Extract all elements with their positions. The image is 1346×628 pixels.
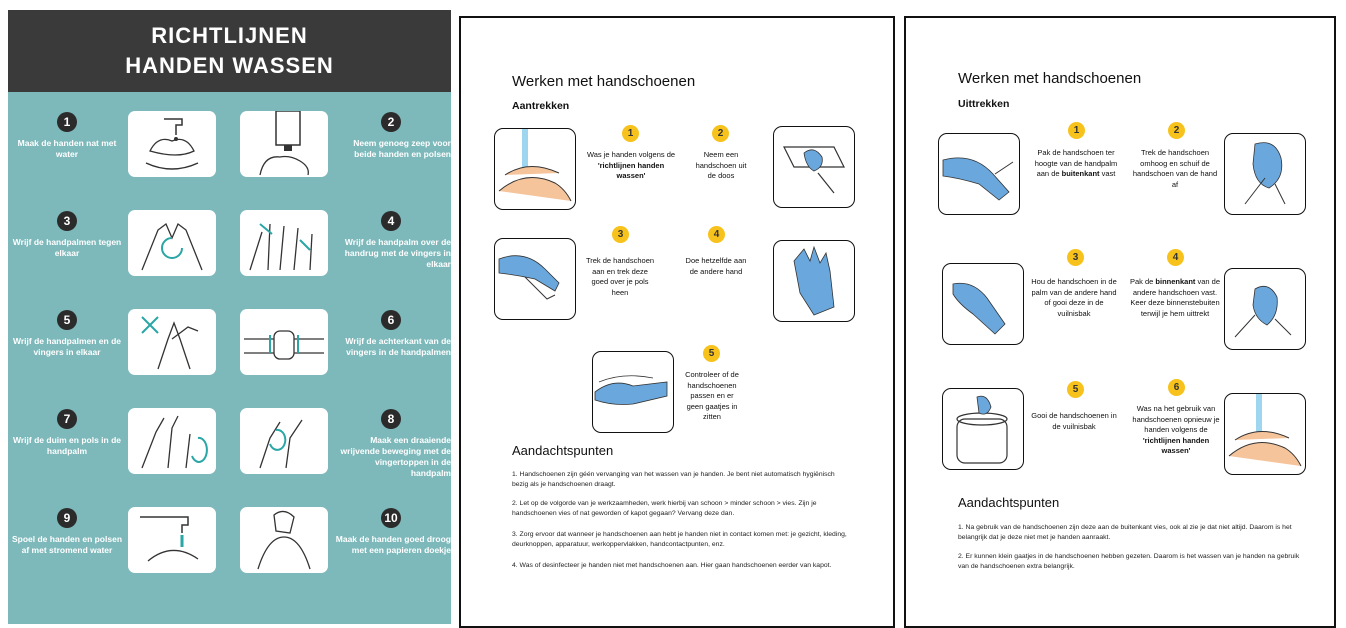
- attention-point: 2. Let op de volgorde van je werkzaamheden, werk hierbij van schoon > minder schoon > vies. Zijn je handschoenen vies of nat geworden of kapot gegaan? Vervang deze dan.: [512, 500, 817, 517]
- rinse-tap-icon: [128, 507, 216, 573]
- step-number-badge: 6: [381, 310, 401, 330]
- attention-point: 4. Was of desinfecteer je handen niet met handschoenen aan. Hier gaan handschoenen eerder van kapot.: [512, 562, 832, 569]
- gloved-hands-icon: [592, 351, 674, 433]
- step-caption: Wrijf de achterkant van de vingers in de handpalmen: [345, 336, 451, 357]
- attention-point: 3. Zorg ervoor dat wanneer je handschoenen aan hebt je handen niet in contact komen met: je gezicht, kleding, deurknoppen, apparatuur, werkoppervlakken, handcontactpunten, enz.: [512, 531, 847, 548]
- step-number-badge: 8: [381, 409, 401, 429]
- step-number-badge: 3: [1067, 249, 1084, 266]
- handwashing-poster: [8, 10, 451, 624]
- attention-heading: Aandachtspunten: [512, 443, 614, 458]
- step-text: Hou de handschoen in de palm van de andere hand of gooi deze in de vuilnisbak: [1031, 277, 1117, 318]
- fingertip-rub-icon: [240, 408, 328, 474]
- hands-under-tap-icon: [128, 111, 216, 177]
- step-text: Pak de binnenkant van de andere handschoen vast. Keer deze binnenstebuiten terwijl je hem uittrekt: [1129, 277, 1221, 318]
- step-number-badge: 5: [703, 345, 720, 362]
- blue-glove-icon: [938, 133, 1020, 215]
- step-caption: Wrijf de duim en pols in de handpalm: [13, 435, 121, 456]
- attention-point: 1. Na gebruik van de handschoenen zijn deze aan de buitenkant vies, ook al zie je dat niet altijd. Daarom is het belangrijk dat je deze niet met je handen aanraakt.: [958, 524, 1292, 541]
- attention-point: 1. Handschoenen zijn géén vervanging van het wassen van je handen. Je bent niet automatisch hygiënisch bezig als je handschoenen draagt.: [512, 471, 835, 488]
- finger-backs-icon: [240, 309, 328, 375]
- step-number-badge: 3: [57, 211, 77, 231]
- step-number-badge: 2: [1168, 122, 1185, 139]
- step-text: Trek de handschoen omhoog en schuif de handschoen van de hand af: [1132, 148, 1218, 189]
- rubbing-backs-icon: [240, 210, 328, 276]
- step-number-badge: 7: [57, 409, 77, 429]
- washing-hands-icon: [1224, 393, 1306, 475]
- step-number-badge: 1: [57, 112, 77, 132]
- step-text: Pak de handschoen ter hoogte van de handpalm aan de buitenkant vast: [1034, 148, 1118, 178]
- step-number-badge: 5: [1067, 381, 1084, 398]
- step-number-badge: 2: [712, 125, 729, 142]
- blue-glove-icon: [942, 263, 1024, 345]
- sheet-subtitle: Aantrekken: [512, 100, 570, 112]
- rubbing-palms-icon: [128, 210, 216, 276]
- poster-title-line1: RICHTLIJNEN: [151, 23, 308, 48]
- attention-point: 2. Er kunnen klein gaatjes in de handschoenen hebben gezeten. Daarom is het wassen van je handen na gebruik van de handschoenen extra belangrijk.: [958, 553, 1300, 570]
- step-number-badge: 4: [1167, 249, 1184, 266]
- glove-donning-sheet: [459, 16, 895, 628]
- step-text: Trek de handschoen aan en trek deze goed over je pols heen: [585, 256, 655, 297]
- step-number-badge: 4: [708, 226, 725, 243]
- step-number-badge: 1: [622, 125, 639, 142]
- step-number-badge: 10: [381, 508, 401, 528]
- washing-hands-icon: [494, 128, 576, 210]
- step-text: Neem een handschoen uit de doos: [695, 150, 747, 180]
- poster-title-line2: HANDEN WASSEN: [125, 53, 334, 78]
- step-caption: Maak de handen nat met water: [17, 138, 117, 159]
- sheet-title: Werken met handschoenen: [958, 70, 1142, 87]
- step-text: Controleer of de handschoenen passen en er geen gaatjes in zitten: [685, 370, 739, 421]
- step-text: Was na het gebruik van handschoenen opnieuw je handen volgens de 'richtlijnen handen wassen': [1132, 404, 1220, 455]
- step-caption: Wrijf de handpalmen en de vingers in elkaar: [13, 336, 121, 357]
- step-number-badge: 3: [612, 226, 629, 243]
- step-text: Was je handen volgens de 'richtlijnen handen wassen': [586, 150, 676, 180]
- step-number-badge: 6: [1168, 379, 1185, 396]
- paper-towel-icon: [240, 507, 328, 573]
- attention-heading: Aandachtspunten: [958, 495, 1060, 510]
- step-caption: Maak een draaiende wrijvende beweging met de vingertoppen in de handpalm: [340, 435, 451, 478]
- blue-glove-icon: [773, 240, 855, 322]
- step-caption: Neem genoeg zeep voor beide handen en polsen: [353, 138, 451, 159]
- step-text: Doe hetzelfde aan de andere hand: [685, 256, 747, 276]
- step-number-badge: 4: [381, 211, 401, 231]
- step-text: Gooi de handschoenen in de vuilnisbak: [1031, 411, 1117, 431]
- step-caption: Maak de handen goed droog met een papieren doekje: [335, 534, 451, 555]
- interlaced-fingers-icon: [128, 309, 216, 375]
- step-caption: Wrijf de handpalmen tegen elkaar: [12, 237, 122, 258]
- glove-removal-sheet: [904, 16, 1336, 628]
- step-number-badge: 5: [57, 310, 77, 330]
- step-number-badge: 2: [381, 112, 401, 132]
- step-number-badge: 1: [1068, 122, 1085, 139]
- soap-dispenser-icon: [240, 111, 328, 177]
- waste-bin-icon: [942, 388, 1024, 470]
- blue-glove-icon: [1224, 133, 1306, 215]
- blue-glove-icon: [1224, 268, 1306, 350]
- poster-header: [8, 10, 451, 92]
- step-number-badge: 9: [57, 508, 77, 528]
- sheet-subtitle: Uittrekken: [958, 98, 1010, 110]
- sheet-title: Werken met handschoenen: [512, 73, 696, 90]
- step-caption: Spoel de handen en polsen af met stromend water: [11, 534, 123, 555]
- step-caption: Wrijf de handpalm over de handrug met de vingers in elkaar: [344, 237, 451, 269]
- blue-glove-icon: [494, 238, 576, 320]
- glove-box-icon: [773, 126, 855, 208]
- thumb-rub-icon: [128, 408, 216, 474]
